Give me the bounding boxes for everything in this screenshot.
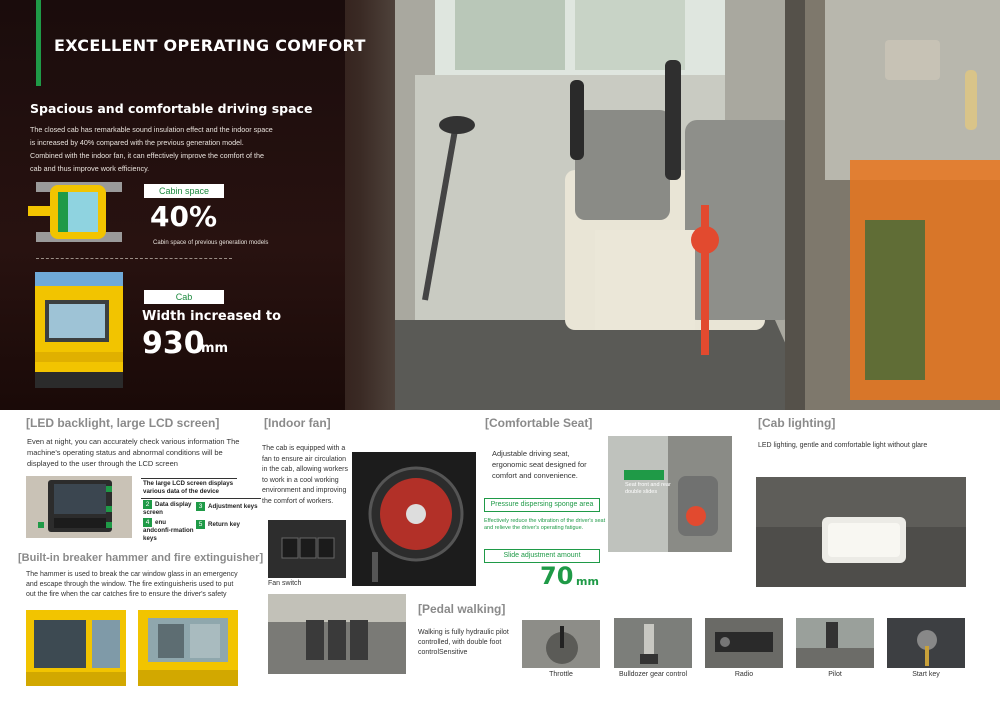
bulldozer-gear-photo: [614, 618, 692, 668]
start-key-photo: [887, 618, 965, 668]
led-key-1: The large LCD screen displays various data of the device: [143, 480, 234, 495]
pedal-description: Walking is fully hydraulic pilot controlled, with double foot controlSensitive: [418, 629, 509, 656]
page-title: EXCELLENT OPERATING COMFORT: [54, 36, 366, 55]
pilot-photo: [796, 618, 874, 668]
seat-photo-label: Seat front and rear double slides: [625, 482, 671, 495]
accent-bar: [36, 0, 41, 86]
slide-tag: Slide adjustment amount: [484, 549, 600, 563]
fan-switch-caption: Fan switch: [268, 580, 302, 587]
breaker-hammer-photo: [26, 610, 126, 686]
control-radio: Radio: [734, 671, 754, 678]
fan-photo: [352, 452, 476, 586]
fan-switch-photo: [268, 520, 346, 578]
lcd-screen-photo: [26, 476, 132, 538]
cab-photo: [35, 272, 123, 388]
control-throttle: Throttle: [549, 671, 573, 678]
cabin-space-note: Cabin space of previous generation models: [153, 240, 269, 246]
pedal-heading: [Pedal walking]: [418, 602, 506, 616]
width-value: 930: [142, 326, 205, 361]
cab-light-photo: [756, 477, 966, 587]
cab-interior-photo: [395, 0, 1000, 410]
cabin-space-value: 40%: [150, 200, 218, 233]
control-pilot: Pilot: [828, 671, 842, 678]
section-subtitle: Spacious and comfortable driving space: [30, 101, 313, 116]
sponge-note: Effectively reduce the vibration of the driver's seat and relieve the driver's operating fatigue.: [484, 518, 606, 531]
led-key-4: 4 enu andconfi-rmation keys: [143, 519, 194, 543]
cab-tag: Cab: [144, 290, 224, 304]
led-key-3: 3 Adjustment keys: [196, 502, 266, 511]
led-description: Even at night, you can accurately check various information The machine's operating status and abnormal conditions will be displayed to the user through the LCD screen: [27, 437, 240, 468]
lighting-description: LED lighting, gentle and comfortable light without glare: [758, 442, 928, 449]
slide-unit: mm: [576, 575, 599, 588]
slide-value: 70: [540, 562, 574, 590]
radio-photo: [705, 618, 783, 668]
divider: [36, 258, 232, 259]
control-bulldozer-gear: Bulldozer gear control: [618, 671, 688, 678]
cabin-space-tag: Cabin space: [144, 184, 224, 198]
pedal-photo: [268, 594, 406, 674]
fan-description: The cab is equipped with a fan to ensure air circulation in the cab, allowing workers to work in a cool working environment and improving the comfort of workers.: [262, 445, 348, 505]
seat-heading: [Comfortable Seat]: [485, 416, 593, 430]
led-heading: [LED backlight, large LCD screen]: [26, 416, 220, 430]
led-key-2: 2 Data display screen: [143, 501, 192, 517]
sponge-tag: Pressure dispersing sponge area: [484, 498, 600, 512]
fire-extinguisher-photo: [138, 610, 238, 686]
breaker-heading: [Built-in breaker hammer and fire extinguisher]: [18, 552, 264, 564]
throttle-photo: [522, 620, 600, 668]
control-start-key: Start key: [912, 671, 940, 678]
breaker-description: The hammer is used to break the car window glass in an emergency and escape through the window. The fire extinguisheris used to put out the fire when the car catches fire to ensure the driver's safety: [26, 571, 238, 598]
width-unit: mm: [201, 341, 229, 356]
hero-description: The closed cab has remarkable sound insulation effect and the indoor space is increased by 40% compared with the previous generation model. Combined with the indoor fan, it can effectively improve the comfort of the cab and thus improve work efficiency.: [30, 125, 273, 173]
width-label: Width increased to: [142, 309, 282, 324]
seat-description: Adjustable driving seat, ergonomic seat designed for comfort and convenience.: [492, 449, 587, 480]
lighting-heading: [Cab lighting]: [758, 416, 836, 430]
led-key-5: 5 Return key: [196, 520, 256, 529]
fan-heading: [Indoor fan]: [264, 416, 331, 430]
cabin-space-diagram: [28, 180, 128, 244]
